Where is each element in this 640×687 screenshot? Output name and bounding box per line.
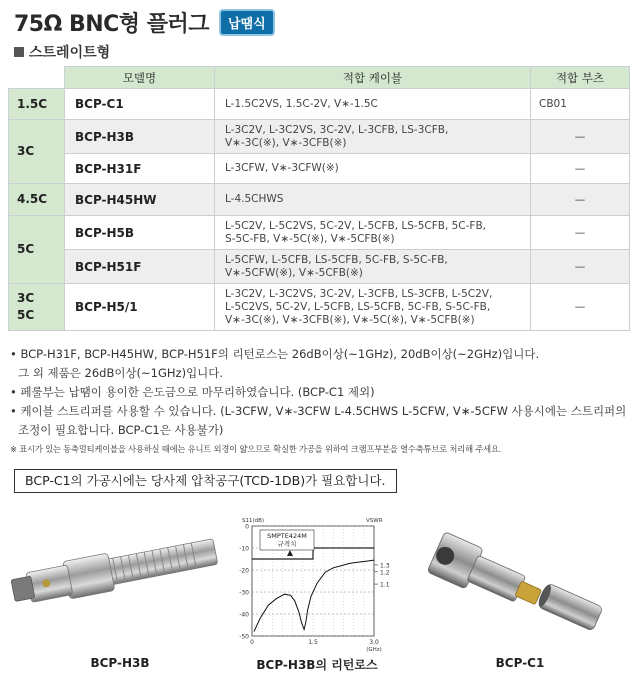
size-cell: 3C 5C [9, 284, 65, 331]
bcp-h3b-photo [8, 500, 223, 650]
note-bullet: • 페룰부는 납땜이 용이한 은도금으로 마무리하였습니다. (BCP-C1 제외) [10, 385, 375, 399]
solder-type-badge: 납땜식 [219, 9, 275, 36]
table-row [9, 89, 630, 120]
note-bullet: • 케이블 스트리퍼를 사용할 수 있습니다. (L-3CFW, V∗-3CFW L-4.5CHWS L-5CFW, V∗-5CFW 사용시에는 스트리퍼의 [10, 404, 627, 418]
y2-tick-label: 1.2 [380, 569, 390, 577]
cable-cell: L-3CFW, V∗-3CFW(※) [215, 154, 531, 184]
header-model: 모델명 [65, 67, 215, 89]
size-cell: 5C [9, 216, 65, 284]
x-tick-label: 3.0 [369, 639, 379, 646]
x-unit-label: (GHz) [366, 647, 382, 653]
table-row [9, 154, 630, 184]
cable-cell: L-1.5C2VS, 1.5C-2V, V∗-1.5C [215, 89, 531, 120]
table-header-row [9, 67, 630, 89]
size-cell: 1.5C [9, 89, 65, 120]
header-part: 적합 부츠 [531, 67, 630, 89]
annotation-arrow-icon [287, 550, 293, 556]
y-tick-label: 0 [245, 523, 249, 531]
model-cell: BCP-H45HW [65, 184, 215, 216]
chart-caption: BCP-H3B의 리턴로스 [256, 658, 378, 672]
model-cell: BCP-H3B [65, 120, 215, 154]
table-row [9, 250, 630, 284]
return-loss-chart [222, 512, 402, 657]
y2-tick-label: 1.3 [380, 562, 390, 570]
header-blank-cell [9, 67, 65, 89]
bcp-c1-photo [420, 528, 605, 640]
y-tick-label: -30 [239, 589, 249, 597]
spec-table [8, 66, 630, 331]
y2-axis-label: VSWR [366, 518, 383, 524]
model-cell: BCP-H5B [65, 216, 215, 250]
part-cell: — [531, 184, 630, 216]
section-heading [14, 42, 110, 62]
model-cell: BCP-H51F [65, 250, 215, 284]
cable-cell: L-5C2V, L-5C2VS, 5C-2V, L-5CFB, LS-5CFB, 5C-FB, S-5C-FB, V∗-5C(※), V∗-5CFB(※) [215, 216, 531, 250]
notes [10, 345, 630, 457]
note-bullet: • BCP-H31F, BCP-H45HW, BCP-H51F의 리턴로스는 26dB이상(~1GHz), 20dB이상(~2GHz)입니다. [10, 347, 540, 361]
x-tick-label: 1.5 [308, 639, 318, 646]
part-cell: — [531, 250, 630, 284]
part-cell: — [531, 284, 630, 331]
table-row [9, 216, 630, 250]
y-tick-label: -50 [239, 633, 249, 641]
x-tick-label: 0 [250, 639, 254, 646]
y-tick-label: -10 [239, 545, 249, 553]
table-row [9, 284, 630, 331]
size-cell: 3C [9, 120, 65, 184]
footnote: ※ 표시가 있는 동축멀티케이블을 사용하실 때에는 유니트 외경이 얇으므로 확실한 가공을 위하여 크램프부분을 열수축튜브로 처리해 주세요. [10, 444, 502, 454]
cable-cell: L-4.5CHWS [215, 184, 531, 216]
part-cell: — [531, 216, 630, 250]
annotation-line-2: 규격치 [277, 540, 297, 548]
y-axis-label: S11(dB) [242, 518, 265, 524]
y2-tick-label: 1.1 [380, 581, 390, 589]
cable-cell: L-5CFW, L-5CFB, LS-5CFB, 5C-FB, S-5C-FB, V∗-5CFW(※), V∗-5CFB(※) [215, 250, 531, 284]
y-tick-label: -20 [239, 567, 249, 575]
cable-cell: L-3C2V, L-3C2VS, 3C-2V, L-3CFB, LS-3CFB, L-5C2V, L-5C2VS, 5C-2V, L-5CFB, LS-5CFB, 5C-FB, S-5C-FB, V∗-3C(※), V∗-3CFB(※), V∗-5C(※), V∗-5CFB(※) [215, 284, 531, 331]
y-tick-label: -40 [239, 611, 249, 619]
table-row [9, 120, 630, 154]
part-cell: CB01 [531, 89, 630, 120]
note-continuation: 그 외 제품은 26dB이상(~1GHz)입니다. [18, 366, 224, 380]
right-caption: BCP-C1 [495, 656, 545, 670]
title-row [14, 6, 275, 38]
header-cable: 적합 케이블 [215, 67, 531, 89]
table-row [9, 184, 630, 216]
left-caption: BCP-H3B [90, 656, 150, 670]
page-title: 75Ω BNC형 플러그 [14, 11, 209, 37]
model-cell: BCP-C1 [65, 89, 215, 120]
annotation-line-1: SMPTE424M [267, 532, 307, 540]
size-cell: 4.5C [9, 184, 65, 216]
note-continuation: 조정이 필요합니다. BCP-C1은 사용불가) [18, 423, 224, 437]
model-cell: BCP-H31F [65, 154, 215, 184]
square-bullet-icon [14, 47, 24, 57]
section-heading-label: 스트레이트형 [29, 45, 111, 61]
model-cell: BCP-H5/1 [65, 284, 215, 331]
series-line-bcp-h3b [254, 560, 374, 632]
part-cell: — [531, 120, 630, 154]
cable-cell: L-3C2V, L-3C2VS, 3C-2V, L-3CFB, LS-3CFB, V∗-3C(※), V∗-3CFB(※) [215, 120, 531, 154]
part-cell: — [531, 154, 630, 184]
boxed-note: BCP-C1의 가공시에는 당사제 압착공구(TCD-1DB)가 필요합니다. [14, 469, 397, 493]
